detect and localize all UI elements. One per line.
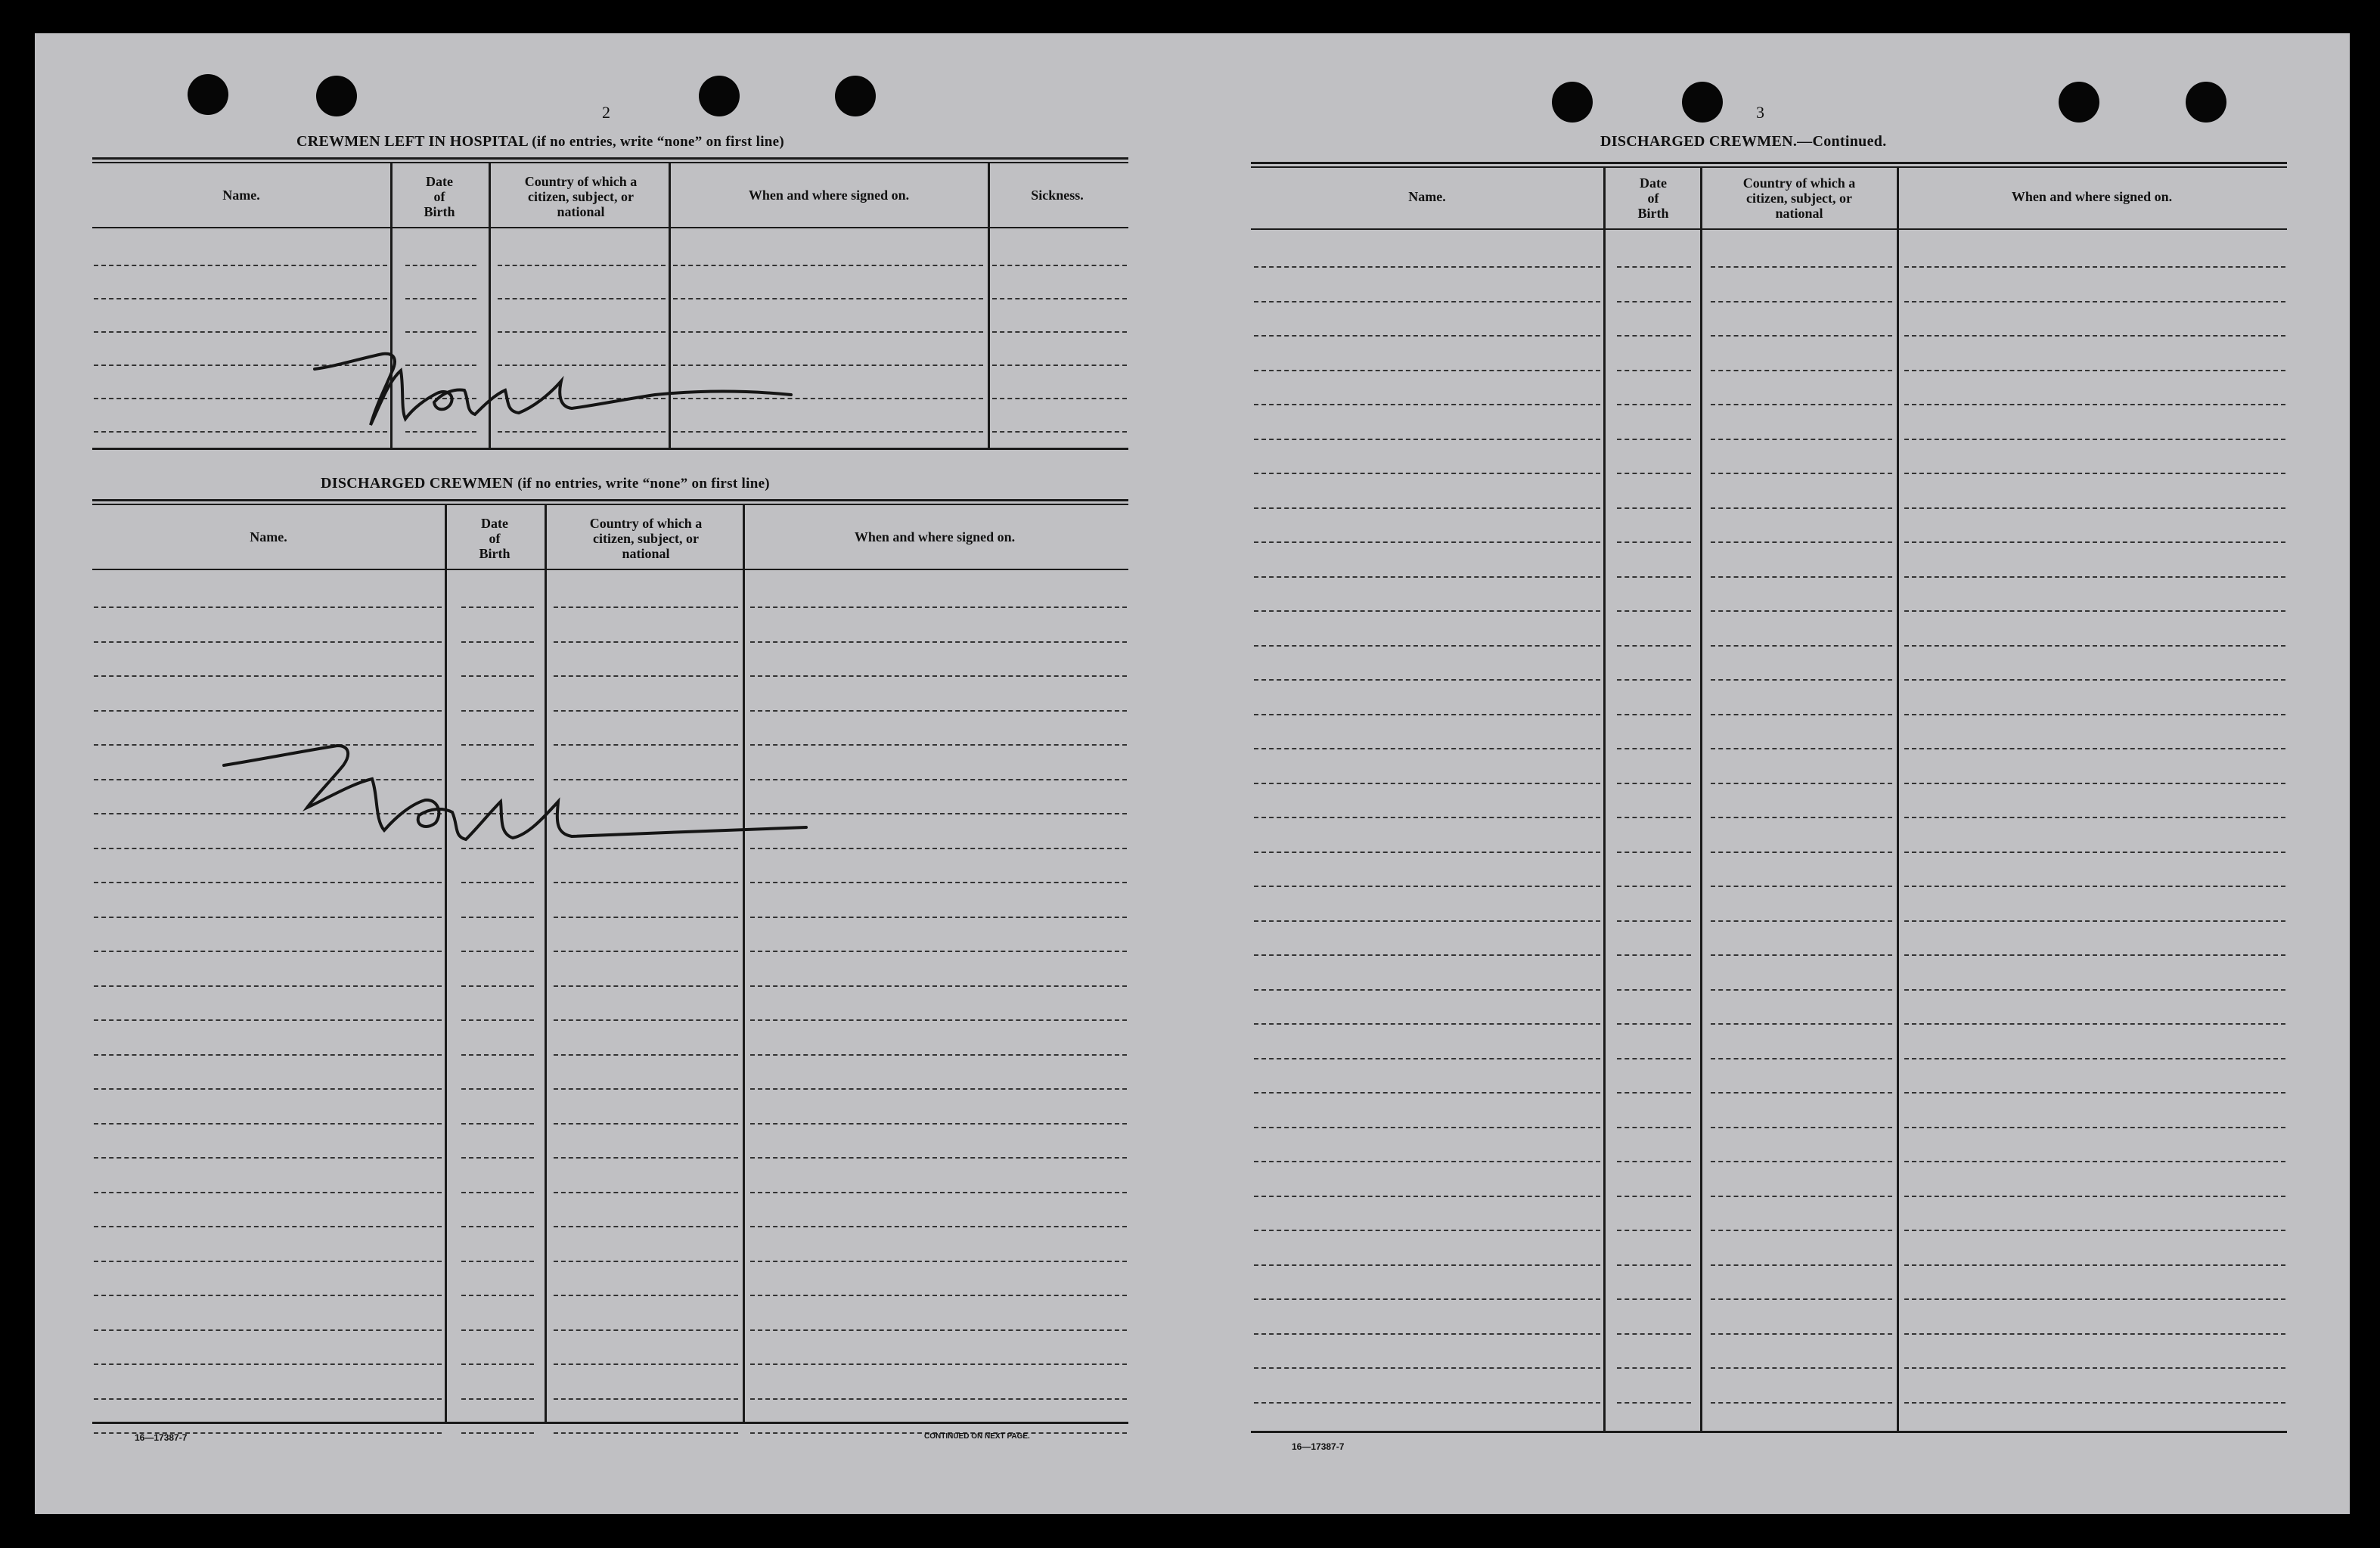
entry-line xyxy=(461,710,534,712)
entry-line xyxy=(1254,1230,1600,1231)
col-country-header: Country of which a citizen, subject, or national xyxy=(524,174,638,219)
entry-line xyxy=(1711,714,1892,715)
entry-line xyxy=(1254,610,1600,612)
entry-line xyxy=(94,1363,442,1365)
entry-line xyxy=(94,1019,442,1021)
entry-line xyxy=(1904,335,2285,337)
punch-hole xyxy=(188,74,228,115)
entry-line xyxy=(94,641,442,643)
entry-line xyxy=(1254,1402,1600,1404)
entry-line xyxy=(1711,852,1892,853)
entry-line xyxy=(461,951,534,952)
entry-line xyxy=(1254,679,1600,681)
entry-line xyxy=(1617,439,1691,440)
col-name-header: Name. xyxy=(250,529,287,544)
entry-line xyxy=(554,675,738,677)
entry-line xyxy=(554,1329,738,1331)
entry-line xyxy=(1254,473,1600,474)
entry-line xyxy=(1904,886,2285,887)
entry-line xyxy=(1254,507,1600,509)
hospital-title-note: (if no entries, write “none” on first line) xyxy=(532,134,785,150)
discharged-title-text: DISCHARGED CREWMEN xyxy=(321,475,514,492)
entry-line xyxy=(1904,852,2285,853)
entry-line xyxy=(1711,507,1892,509)
entry-line xyxy=(1904,473,2285,474)
entry-line xyxy=(554,606,738,608)
entry-line xyxy=(461,1123,534,1125)
entry-line xyxy=(1617,1092,1691,1094)
entry-line xyxy=(750,1192,1127,1193)
entry-line xyxy=(1711,473,1892,474)
entry-line xyxy=(1904,301,2285,302)
entry-line xyxy=(1711,1127,1892,1128)
entry-line xyxy=(1904,1230,2285,1231)
entry-line xyxy=(94,917,442,918)
column-divider xyxy=(1897,168,1899,1431)
entry-line xyxy=(94,298,387,299)
entry-line xyxy=(750,710,1127,712)
entry-line xyxy=(94,1157,442,1159)
hospital-title-text: CREWMEN LEFT IN HOSPITAL xyxy=(296,133,528,150)
entry-line xyxy=(750,1329,1127,1331)
entry-line xyxy=(1254,1367,1600,1369)
entry-line xyxy=(554,1123,738,1125)
entry-line xyxy=(1617,748,1691,749)
entry-line xyxy=(1711,1230,1892,1231)
entry-line xyxy=(1711,1264,1892,1266)
entry-line xyxy=(1254,266,1600,268)
table-bottom-rule xyxy=(1251,1431,2287,1433)
col-signed-on-header: When and where signed on. xyxy=(748,188,910,203)
entry-line xyxy=(1711,301,1892,302)
entry-line xyxy=(1711,266,1892,268)
entry-line xyxy=(1617,1127,1691,1128)
entry-line xyxy=(461,985,534,987)
entry-line xyxy=(1904,1127,2285,1128)
entry-line xyxy=(1254,1264,1600,1266)
entry-line xyxy=(1711,783,1892,784)
entry-line xyxy=(554,1157,738,1159)
col-country-header: Country of which a citizen, subject, or national xyxy=(1742,175,1856,221)
entry-line xyxy=(750,675,1127,677)
entry-line xyxy=(750,985,1127,987)
entry-line xyxy=(1617,1402,1691,1404)
entry-line xyxy=(1904,920,2285,922)
entry-line xyxy=(1711,439,1892,440)
entry-line xyxy=(94,1261,442,1262)
entry-line xyxy=(1254,1127,1600,1128)
entry-line xyxy=(554,1398,738,1400)
entry-line xyxy=(1711,335,1892,337)
entry-line xyxy=(1904,1367,2285,1369)
entry-line xyxy=(750,1054,1127,1056)
column-divider xyxy=(1700,168,1702,1431)
entry-line xyxy=(1617,714,1691,715)
col-name-header: Name. xyxy=(1408,189,1446,204)
entry-line xyxy=(554,710,738,712)
entry-line xyxy=(1617,989,1691,991)
entry-line xyxy=(1904,989,2285,991)
col-name-header: Name. xyxy=(222,188,260,203)
entry-line xyxy=(992,398,1127,399)
entry-line xyxy=(673,265,983,266)
entry-line xyxy=(1904,610,2285,612)
entry-line xyxy=(1617,1298,1691,1300)
entry-line xyxy=(1904,370,2285,371)
entry-line xyxy=(1711,1196,1892,1197)
entry-line xyxy=(1711,1161,1892,1162)
punch-hole xyxy=(316,76,357,116)
entry-line xyxy=(94,1088,442,1090)
entry-line xyxy=(498,265,666,266)
table-top-rule xyxy=(92,499,1128,501)
entry-line xyxy=(1904,1023,2285,1025)
column-divider xyxy=(743,505,745,1422)
entry-line xyxy=(1904,1196,2285,1197)
entry-line xyxy=(1711,920,1892,922)
header-bottom-rule xyxy=(92,227,1128,228)
col-signed-on-header: When and where signed on. xyxy=(854,529,1016,544)
entry-line xyxy=(992,265,1127,266)
discharged-continued-title: DISCHARGED CREWMEN.—Continued. xyxy=(1600,133,1887,150)
entry-line xyxy=(1711,1367,1892,1369)
entry-line xyxy=(1254,989,1600,991)
entry-line xyxy=(554,1295,738,1296)
entry-line xyxy=(1711,1092,1892,1094)
entry-line xyxy=(94,1123,442,1125)
entry-line xyxy=(1711,404,1892,405)
entry-line xyxy=(461,1261,534,1262)
entry-line xyxy=(750,917,1127,918)
entry-line xyxy=(750,1226,1127,1227)
entry-line xyxy=(1254,404,1600,405)
entry-line xyxy=(1904,954,2285,956)
entry-line xyxy=(1904,1298,2285,1300)
entry-line xyxy=(1617,1230,1691,1231)
entry-line xyxy=(750,1088,1127,1090)
entry-line xyxy=(1711,1402,1892,1404)
entry-line xyxy=(1254,954,1600,956)
entry-line xyxy=(94,985,442,987)
discharged-section-title xyxy=(321,475,770,492)
entry-line xyxy=(1254,370,1600,371)
entry-line xyxy=(750,882,1127,883)
table-top-rule xyxy=(1251,166,2287,168)
entry-line xyxy=(1254,886,1600,887)
table-top-rule xyxy=(1251,162,2287,164)
entry-line xyxy=(1617,473,1691,474)
entry-line xyxy=(1254,1298,1600,1300)
entry-line xyxy=(1254,1196,1600,1197)
entry-line xyxy=(461,1363,534,1365)
col-sickness-header: Sickness. xyxy=(1031,188,1084,203)
entry-line xyxy=(1617,920,1691,922)
entry-line xyxy=(461,1226,534,1227)
entry-line xyxy=(750,1363,1127,1365)
handwritten-none-signature xyxy=(307,306,852,442)
entry-line xyxy=(461,641,534,643)
entry-line xyxy=(405,265,476,266)
entry-line xyxy=(461,606,534,608)
entry-line xyxy=(1904,1161,2285,1162)
entry-line xyxy=(461,1019,534,1021)
column-divider xyxy=(1603,168,1606,1431)
page-number: 3 xyxy=(1756,103,1764,122)
entry-line xyxy=(554,1226,738,1227)
right-page xyxy=(1189,33,2350,1514)
entry-line xyxy=(1617,335,1691,337)
entry-line xyxy=(94,265,387,266)
entry-line xyxy=(554,1192,738,1193)
table-bottom-rule xyxy=(92,448,1128,450)
entry-line xyxy=(1617,1196,1691,1197)
entry-line xyxy=(1711,645,1892,647)
entry-line xyxy=(1617,886,1691,887)
handwritten-none-signature xyxy=(216,729,821,880)
entry-line xyxy=(1617,1367,1691,1369)
entry-line xyxy=(1617,541,1691,543)
entry-line xyxy=(1254,439,1600,440)
entry-line xyxy=(1254,1058,1600,1059)
entry-line xyxy=(554,917,738,918)
entry-line xyxy=(1904,645,2285,647)
entry-line xyxy=(554,882,738,883)
discharged-title-note: (if no entries, write “none” on first line) xyxy=(517,476,770,492)
entry-line xyxy=(1904,576,2285,578)
entry-line xyxy=(554,1261,738,1262)
entry-line xyxy=(992,331,1127,333)
entry-line xyxy=(554,951,738,952)
entry-line xyxy=(1904,679,2285,681)
entry-line xyxy=(405,298,476,299)
hospital-section-title xyxy=(296,133,784,150)
col-signed-on-header: When and where signed on. xyxy=(2011,189,2173,204)
header-bottom-rule xyxy=(1251,228,2287,230)
punch-hole xyxy=(1682,82,1723,123)
entry-line xyxy=(992,365,1127,366)
col-dob-header: Date of Birth xyxy=(1637,175,1669,221)
entry-line xyxy=(1254,1023,1600,1025)
entry-line xyxy=(94,1295,442,1296)
entry-line xyxy=(1617,507,1691,509)
entry-line xyxy=(461,1088,534,1090)
entry-line xyxy=(94,1226,442,1227)
entry-line xyxy=(1617,1058,1691,1059)
entry-line xyxy=(1254,748,1600,749)
column-divider xyxy=(545,505,547,1422)
entry-line xyxy=(94,1054,442,1056)
col-country-header: Country of which a citizen, subject, or national xyxy=(589,516,703,561)
entry-line xyxy=(1904,817,2285,818)
entry-line xyxy=(992,431,1127,433)
entry-line xyxy=(94,710,442,712)
entry-line xyxy=(1254,576,1600,578)
entry-line xyxy=(554,1363,738,1365)
punch-hole xyxy=(1552,82,1593,123)
entry-line xyxy=(1711,817,1892,818)
entry-line xyxy=(461,1192,534,1193)
entry-line xyxy=(673,298,983,299)
entry-line xyxy=(461,1398,534,1400)
entry-line xyxy=(1617,954,1691,956)
entry-line xyxy=(1254,852,1600,853)
entry-line xyxy=(1617,645,1691,647)
entry-line xyxy=(1617,817,1691,818)
entry-line xyxy=(1711,576,1892,578)
entry-line xyxy=(554,1019,738,1021)
entry-line xyxy=(750,1398,1127,1400)
entry-line xyxy=(750,1157,1127,1159)
entry-line xyxy=(554,1054,738,1056)
entry-line xyxy=(1904,541,2285,543)
entry-line xyxy=(1254,1161,1600,1162)
entry-line xyxy=(1904,507,2285,509)
entry-line xyxy=(1617,783,1691,784)
entry-line xyxy=(1711,1058,1892,1059)
entry-line xyxy=(461,882,534,883)
entry-line xyxy=(1711,541,1892,543)
entry-line xyxy=(750,641,1127,643)
entry-line xyxy=(1617,404,1691,405)
entry-line xyxy=(1617,301,1691,302)
entry-line xyxy=(1904,748,2285,749)
entry-line xyxy=(750,1123,1127,1125)
punch-hole xyxy=(2186,82,2226,123)
punch-hole xyxy=(699,76,740,116)
entry-line xyxy=(1254,335,1600,337)
entry-line xyxy=(1711,1333,1892,1335)
column-divider xyxy=(988,163,990,448)
entry-line xyxy=(554,1432,738,1434)
entry-line xyxy=(461,1329,534,1331)
entry-line xyxy=(461,1054,534,1056)
entry-line xyxy=(1904,1264,2285,1266)
entry-line xyxy=(1904,404,2285,405)
table-top-rule xyxy=(92,157,1128,160)
entry-line xyxy=(1711,954,1892,956)
entry-line xyxy=(1711,1023,1892,1025)
form-number: 16—17387-7 xyxy=(135,1432,188,1443)
entry-line xyxy=(1617,679,1691,681)
punch-hole xyxy=(2059,82,2099,123)
entry-line xyxy=(554,641,738,643)
left-page xyxy=(35,33,1190,1514)
entry-line xyxy=(461,1295,534,1296)
table-top-rule xyxy=(92,504,1128,505)
col-dob-header: Date of Birth xyxy=(424,174,455,219)
table-bottom-rule xyxy=(92,1422,1128,1424)
entry-line xyxy=(94,1192,442,1193)
entry-line xyxy=(1617,576,1691,578)
entry-line xyxy=(94,606,442,608)
entry-line xyxy=(94,1329,442,1331)
entry-line xyxy=(94,675,442,677)
entry-line xyxy=(1711,748,1892,749)
col-dob-header: Date of Birth xyxy=(479,516,510,561)
entry-line xyxy=(94,1398,442,1400)
entry-line xyxy=(992,298,1127,299)
entry-line xyxy=(461,917,534,918)
entry-line xyxy=(1254,1092,1600,1094)
entry-line xyxy=(1617,852,1691,853)
page-number: 2 xyxy=(602,103,610,122)
entry-line xyxy=(1254,1333,1600,1335)
form-number: 16—17387-7 xyxy=(1292,1441,1345,1452)
entry-line xyxy=(1254,541,1600,543)
entry-line xyxy=(1254,817,1600,818)
entry-line xyxy=(1617,1264,1691,1266)
entry-line xyxy=(1254,714,1600,715)
entry-line xyxy=(1711,610,1892,612)
continued-note: CONTINUED ON NEXT PAGE. xyxy=(924,1432,1030,1441)
entry-line xyxy=(1254,783,1600,784)
entry-line xyxy=(1711,886,1892,887)
entry-line xyxy=(1904,714,2285,715)
entry-line xyxy=(750,606,1127,608)
entry-line xyxy=(1904,1333,2285,1335)
entry-line xyxy=(1617,370,1691,371)
entry-line xyxy=(750,1295,1127,1296)
entry-line xyxy=(1904,1058,2285,1059)
entry-line xyxy=(750,1019,1127,1021)
entry-line xyxy=(1711,989,1892,991)
entry-line xyxy=(1904,1402,2285,1404)
entry-line xyxy=(1711,679,1892,681)
entry-line xyxy=(554,985,738,987)
entry-line xyxy=(1904,439,2285,440)
entry-line xyxy=(94,951,442,952)
entry-line xyxy=(750,1261,1127,1262)
entry-line xyxy=(1711,1298,1892,1300)
entry-line xyxy=(1711,370,1892,371)
entry-line xyxy=(1904,783,2285,784)
entry-line xyxy=(1617,1023,1691,1025)
entry-line xyxy=(1617,1333,1691,1335)
entry-line xyxy=(1904,1092,2285,1094)
entry-line xyxy=(1617,1161,1691,1162)
entry-line xyxy=(554,1088,738,1090)
entry-line xyxy=(461,1432,534,1434)
entry-line xyxy=(1617,610,1691,612)
table-top-rule xyxy=(92,162,1128,163)
entry-line xyxy=(1254,645,1600,647)
entry-line xyxy=(1254,301,1600,302)
entry-line xyxy=(94,882,442,883)
column-divider xyxy=(445,505,447,1422)
entry-line xyxy=(750,951,1127,952)
header-bottom-rule xyxy=(92,569,1128,570)
entry-line xyxy=(1617,266,1691,268)
punch-hole xyxy=(835,76,876,116)
entry-line xyxy=(498,298,666,299)
entry-line xyxy=(461,1157,534,1159)
entry-line xyxy=(461,675,534,677)
entry-line xyxy=(1254,920,1600,922)
entry-line xyxy=(1904,266,2285,268)
